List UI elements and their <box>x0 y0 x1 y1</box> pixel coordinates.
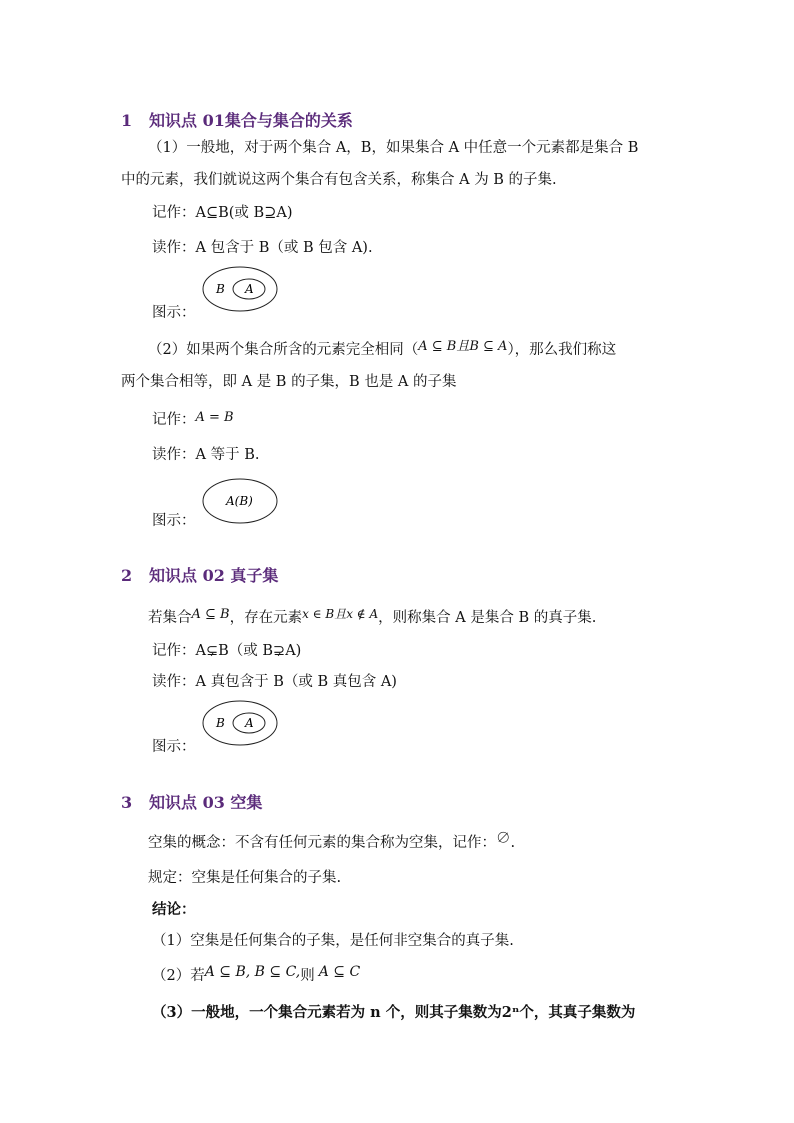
section-title: 知识点 02 真子集 <box>149 566 279 585</box>
venn-outer-label: B <box>216 282 225 296</box>
s3-rule: 规定：空集是任何集合的子集. <box>148 870 342 886</box>
c2-math-1: A ⊆ B, B ⊆ C, <box>204 964 301 980</box>
c2-mid: 则 <box>300 968 315 984</box>
p2-prefix: （2）如果两个集合所含的元素完全相同（ <box>148 342 419 358</box>
s2-figure-label: 图示： <box>152 739 196 755</box>
section-title: 知识点 01集合与集合的关系 <box>149 111 353 130</box>
venn-diagram-subset <box>202 266 278 312</box>
s2-math-2: x ∈ B且x ∉ A <box>302 607 379 621</box>
s3-conclusion-1: （1）空集是任何集合的子集，是任何非空集合的真子集. <box>152 933 514 949</box>
p2-suffix: ），那么我们称这 <box>507 342 617 358</box>
s1-paragraph-2-line-1 <box>148 340 616 361</box>
empty-set-symbol: ∅ <box>496 831 511 847</box>
s2-math-1: A ⊆ B <box>191 607 230 622</box>
venn-outer-label: B <box>216 716 225 730</box>
s1-reading: 读作：A 包含于 B（或 B 包含 A). <box>152 240 373 256</box>
s3-concept-suffix: . <box>510 835 516 851</box>
s1-notation-2 <box>152 410 234 431</box>
section-title: 知识点 03 空集 <box>149 793 263 812</box>
s2-reading: 读作：A 真包含于 B（或 B 真包含 A) <box>152 674 397 690</box>
s2-prefix: 若集合 <box>148 610 192 626</box>
s3-conclusion-2 <box>152 966 360 986</box>
section-2-heading <box>121 563 278 586</box>
s1-figure-label-2: 图示： <box>152 513 196 529</box>
venn-inner-label: A <box>245 282 254 296</box>
venn-diagram-proper-subset <box>202 700 278 746</box>
s1-figure-label-1: 图示： <box>152 305 196 321</box>
p2-math: A ⊆ B且B ⊆ A <box>418 339 508 354</box>
c2-prefix: （2）若 <box>152 968 205 984</box>
section-1-heading <box>121 108 353 131</box>
s2-suffix: ，则称集合 A 是集合 B 的真子集. <box>378 610 597 626</box>
s1-reading-2: 读作：A 等于 B. <box>152 447 260 463</box>
section-number: 2 <box>121 566 133 585</box>
notation-2-label: 记作： <box>152 412 196 428</box>
venn-inner-label: A <box>245 716 254 730</box>
s3-conclusion-3: （3）一般地，一个集合元素若为 n 个，则其子集数为2ⁿ个，其真子集数为 <box>152 1004 636 1021</box>
s1-paragraph-1-line-2: 中的元素，我们就说这两个集合有包含关系，称集合 A 为 B 的子集. <box>121 172 557 188</box>
s2-notation: 记作：A⊊B（或 B⊋A) <box>152 643 302 659</box>
s3-concept <box>148 833 515 853</box>
section-3-heading <box>121 790 262 813</box>
s1-paragraph-2-line-2: 两个集合相等，即 A 是 B 的子集，B 也是 A 的子集 <box>121 374 457 390</box>
venn-outer-ellipse <box>203 701 277 745</box>
s2-definition <box>148 608 596 629</box>
s2-mid: ，存在元素 <box>229 610 303 626</box>
s1-paragraph-1-line-1: （1）一般地，对于两个集合 A，B，如果集合 A 中任意一个元素都是集合 B <box>148 140 639 156</box>
notation-2-math: A = B <box>195 410 234 425</box>
venn-diagram-equal <box>202 478 278 524</box>
section-number: 3 <box>121 793 133 812</box>
s1-notation: 记作：A⊆B(或 B⊇A) <box>152 205 293 221</box>
venn-outer-ellipse <box>203 267 277 311</box>
s3-conclusion-label: 结论： <box>152 901 196 918</box>
s3-concept-prefix: 空集的概念：不含有任何元素的集合称为空集，记作： <box>148 835 496 851</box>
venn-equal-label: A(B) <box>226 494 253 508</box>
section-number: 1 <box>121 111 133 130</box>
c2-math-2: A ⊆ C <box>318 964 361 980</box>
